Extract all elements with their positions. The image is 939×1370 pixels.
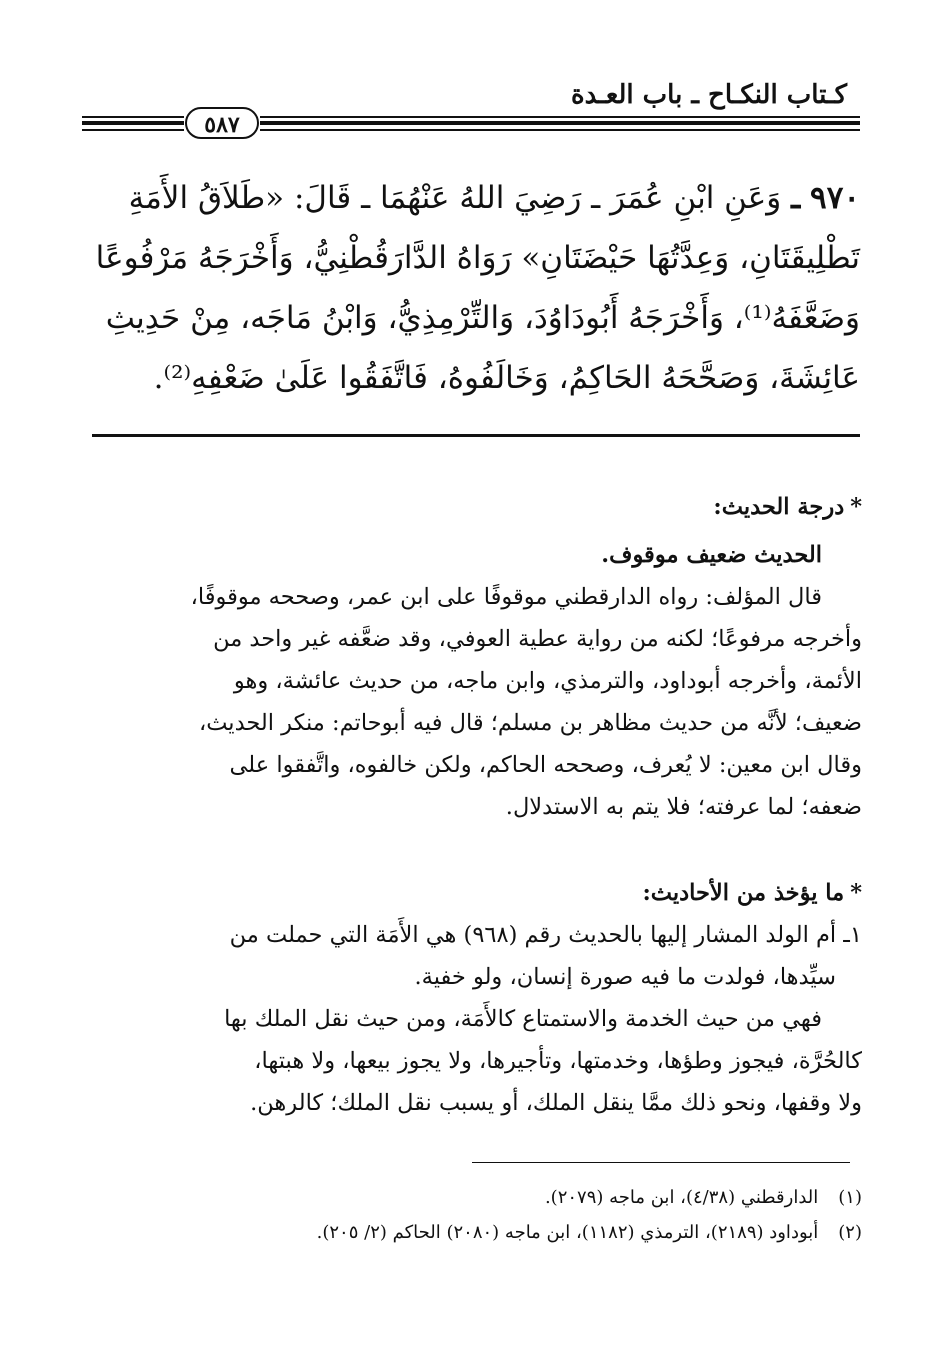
lesson-para-line: كالحُرَّة، فيجوز وطؤها، وخدمتها، وتأجيرها، ولا يجوز بيعها، ولا هبتها، <box>254 1048 862 1074</box>
section-divider <box>92 434 860 437</box>
grade-heading-text: درجة الحديث: <box>713 494 845 520</box>
footnote-text: الدارقطني (٤/٣٨)، ابن ماجه (٢٠٧٩). <box>544 1187 819 1208</box>
grade-section <box>82 486 862 828</box>
page-number: ٥٨٧ <box>204 112 240 138</box>
footnote-number: (١) <box>838 1187 862 1208</box>
running-title: كـتاب النكـاح ـ باب العـدة <box>571 80 847 110</box>
footnote-divider <box>472 1162 850 1163</box>
grade-line: وأخرجه مرفوعًا؛ لكنه من رواية عطية العوفي، وقد ضعَّفه غير واحد من <box>213 626 862 652</box>
hadith-text <box>84 168 860 408</box>
hadith-line-2: تَطْلِيقَتَانِ، وَعِدَّتُهَا حَيْضَتَانِ» رَوَاهُ الدَّارَقُطْنِيُّ، وَأَخْرَجَهُ مَرْفُوعًا <box>95 240 860 276</box>
grade-verdict: الحديث ضعيف موقوف. <box>601 542 822 568</box>
footnote-text: أبوداود (٢١٨٩)، الترمذي (١١٨٢)، ابن ماجه (٢٠٨٠) الحاكم (٢/ ٢٠٥). <box>316 1222 819 1243</box>
hadith-number: ٩٧٠ <box>810 180 860 216</box>
grade-line: وقال ابن معين: لا يُعرف، وصححه الحاكم، ولكن خالفوه، واتَّفقوا على <box>229 752 862 778</box>
hadith-line-1: وَعَنِ ابْنِ عُمَرَ ـ رَضِيَ اللهُ عَنْهُمَا ـ قَالَ: «طَلاَقُ الأَمَةِ <box>128 180 782 216</box>
footnote <box>150 1180 862 1215</box>
lessons-heading-text: ما يؤخذ من الأحاديث: <box>642 880 845 906</box>
hadith-number-dash: ـ <box>791 180 801 216</box>
grade-line: قال المؤلف: رواه الدارقطني موقوفًا على ابن عمر، وصححه موقوفًا، <box>190 584 822 610</box>
footnote <box>150 1215 862 1250</box>
hadith-line <box>84 168 860 228</box>
grade-heading <box>82 486 862 528</box>
hadith-line-4: عَائِشَةَ، وَصَحَّحَهُ الحَاكِمُ، وَخَالَفُوهُ، فَاتَّفَقُوا عَلَىٰ ضَعْفِهِ⁽²⁾. <box>153 360 860 396</box>
hadith-line-3: وَضَعَّفَهُ⁽¹⁾، وَأَخْرَجَهُ أَبُودَاوُدَ، وَالتِّرْمِذِيُّ، وَابْنُ مَاجَه، مِنْ حَدِيثِ <box>105 300 860 336</box>
grade-line: ضعفه؛ لما عرفته؛ فلا يتم به الاستدلال. <box>505 794 862 820</box>
star-bullet: * <box>850 880 862 906</box>
lesson-para-line: ولا وقفها، ونحو ذلك ممَّا ينقل الملك، أو يسبب نقل الملك؛ كالرهن. <box>250 1090 862 1116</box>
star-bullet: * <box>850 494 862 520</box>
lesson-item-line: ١ـ أم الولد المشار إليها بالحديث رقم (٩٦٨) هي الأَمَة التي حملت من <box>229 922 862 948</box>
footnote-number: (٢) <box>838 1222 862 1243</box>
grade-line: الأئمة، وأخرجه أبوداود، والترمذي، وابن ماجه، من حديث عائشة، وهو <box>233 668 862 694</box>
lesson-item-line: سيِّدها، فولدت ما فيه صورة إنسان، ولو خفية. <box>414 964 836 990</box>
lessons-heading <box>82 872 862 914</box>
footnotes <box>150 1180 862 1250</box>
grade-line: ضعيف؛ لأنَّه من حديث مظاهر بن مسلم؛ قال فيه أبوحاتم: منكر الحديث، <box>198 710 862 736</box>
lesson-para-line: فهي من حيث الخدمة والاستمتاع كالأَمَة، ومن حيث نقل الملك بها <box>224 1006 822 1032</box>
lessons-section <box>82 872 862 1124</box>
